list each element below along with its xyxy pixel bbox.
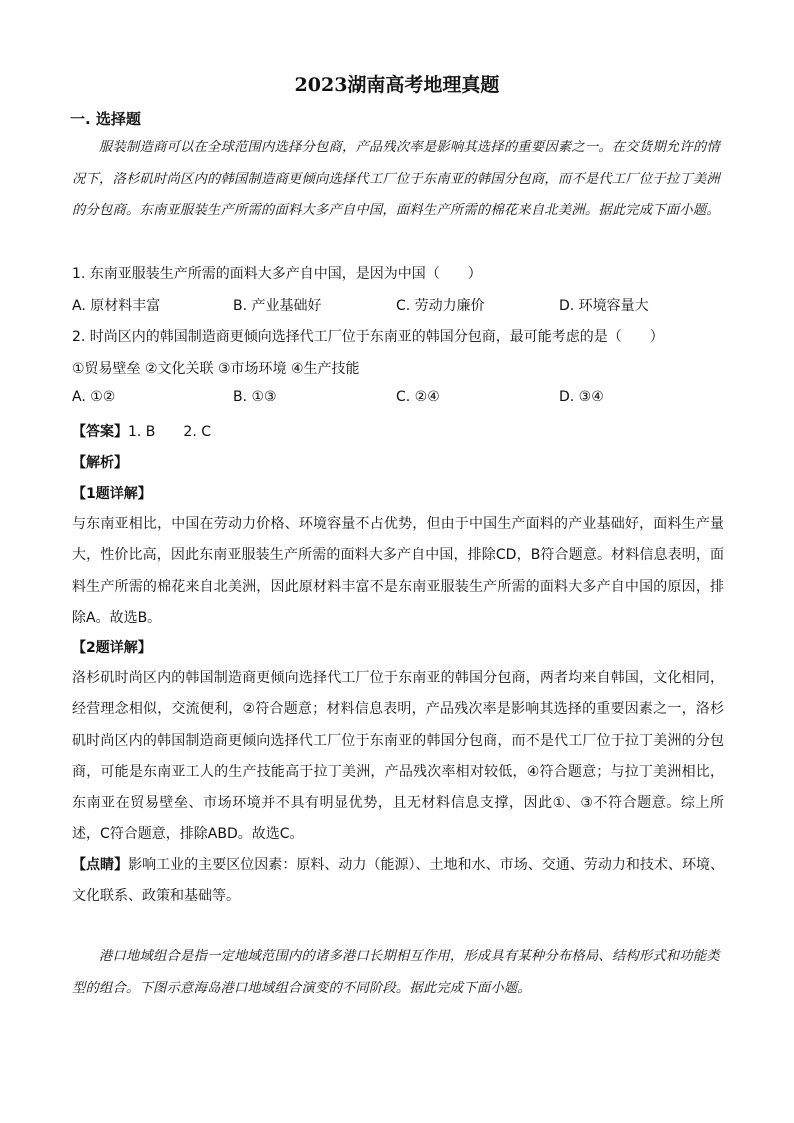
- q1-option-c: C. 劳动力廉价: [396, 298, 485, 314]
- reading-passage-1: 服装制造商可以在全球范围内选择分包商，产品残次率是影响其选择的重要因素之一。在交货期允许的情况下，洛杉矶时尚区内的韩国制造商更倾向选择代工厂位于东南亚的韩国分包商，而不是代工厂位于拉丁美洲的分包商。东南亚服装生产所需的面料大多产自中国，面料生产所需的棉花来自北美洲。据此完成下面小题。: [72, 140, 720, 218]
- q2-option-d: D. ③④: [559, 389, 604, 405]
- page-title: 2023湖南高考地理真题: [294, 74, 500, 96]
- tips-tag: 【点睛】: [72, 857, 129, 873]
- question-1-stem: 1. 东南亚服装生产所需的面料大多产自中国，是因为中国（ ）: [72, 266, 482, 282]
- q2-option-a: A. ①②: [72, 389, 116, 405]
- section-heading: 一. 选择题: [70, 110, 141, 128]
- answer-line: [72, 421, 211, 441]
- detail-2-tag: 【2题详解】: [72, 640, 152, 656]
- tips-paragraph: [72, 850, 724, 913]
- q1-option-b: B. 产业基础好: [233, 298, 322, 314]
- answer-tag: 【答案】: [72, 424, 128, 440]
- detail-1-tag: 【1题详解】: [72, 486, 152, 502]
- question-2-items: ①贸易壁垒 ②文化关联 ③市场环境 ④生产技能: [72, 361, 360, 377]
- detail-2-text: 洛杉矶时尚区内的韩国制造商更倾向选择代工厂位于东南亚的韩国分包商，两者均来自韩国，文化相同，经营理念相似，交流便利，②符合题意；材料信息表明，产品残次率是影响其选择的重要因素之一，洛杉矶时尚区内的韩国制造商更倾向选择代工厂位于东南亚的韩国分包商，而不是代工厂位于拉丁美洲的分包商，可能是东南亚工人的生产技能高于拉丁美洲，产品残次率相对较低，④符合题意；与拉丁美洲相比，东南亚在贸易壁垒、市场环境并不具有明显优势，且无材料信息支撑，因此①、③不符合题意。综上所述，C符合题意，排除ABD。故选C。: [72, 670, 724, 843]
- detail-2-heading: [72, 637, 152, 657]
- detail-1-heading: [72, 483, 152, 503]
- answer-text: 1. B 2. C: [128, 424, 211, 440]
- question-2-stem: 2. 时尚区内的韩国制造商更倾向选择代工厂位于东南亚的韩国分包商，最可能考虑的是（ ）: [72, 329, 664, 345]
- q1-option-a: A. 原材料丰富: [72, 298, 161, 314]
- analysis-line: [72, 452, 128, 472]
- tips-text: 影响工业的主要区位因素：原料、动力（能源）、土地和水、市场、交通、劳动力和技术、环境、文化联系、政策和基础等。: [72, 857, 725, 905]
- reading-passage-2: 港口地域组合是指一定地域范围内的诸多港口长期相互作用，形成具有某种分布格局、结构形式和功能类型的组合。下图示意海岛港口地域组合演变的不同阶段。据此完成下面小题。: [72, 949, 720, 996]
- q2-option-c: C. ②④: [396, 389, 440, 405]
- detail-1-text: 与东南亚相比，中国在劳动力价格、环境容量不占优势，但由于中国生产面料的产业基础好，面料生产量大，性价比高，因此东南亚服装生产所需的面料大多产自中国，排除CD，B符合题意。材料信息表明，面料生产所需的棉花来自北美洲，因此原材料丰富不是东南亚服装生产所需的面料大多产自中国的原因，排除A。故选B。: [72, 516, 724, 626]
- q1-option-d: D. 环境容量大: [559, 298, 649, 314]
- analysis-tag: 【解析】: [72, 455, 128, 471]
- q2-option-b: B. ①③: [233, 389, 277, 405]
